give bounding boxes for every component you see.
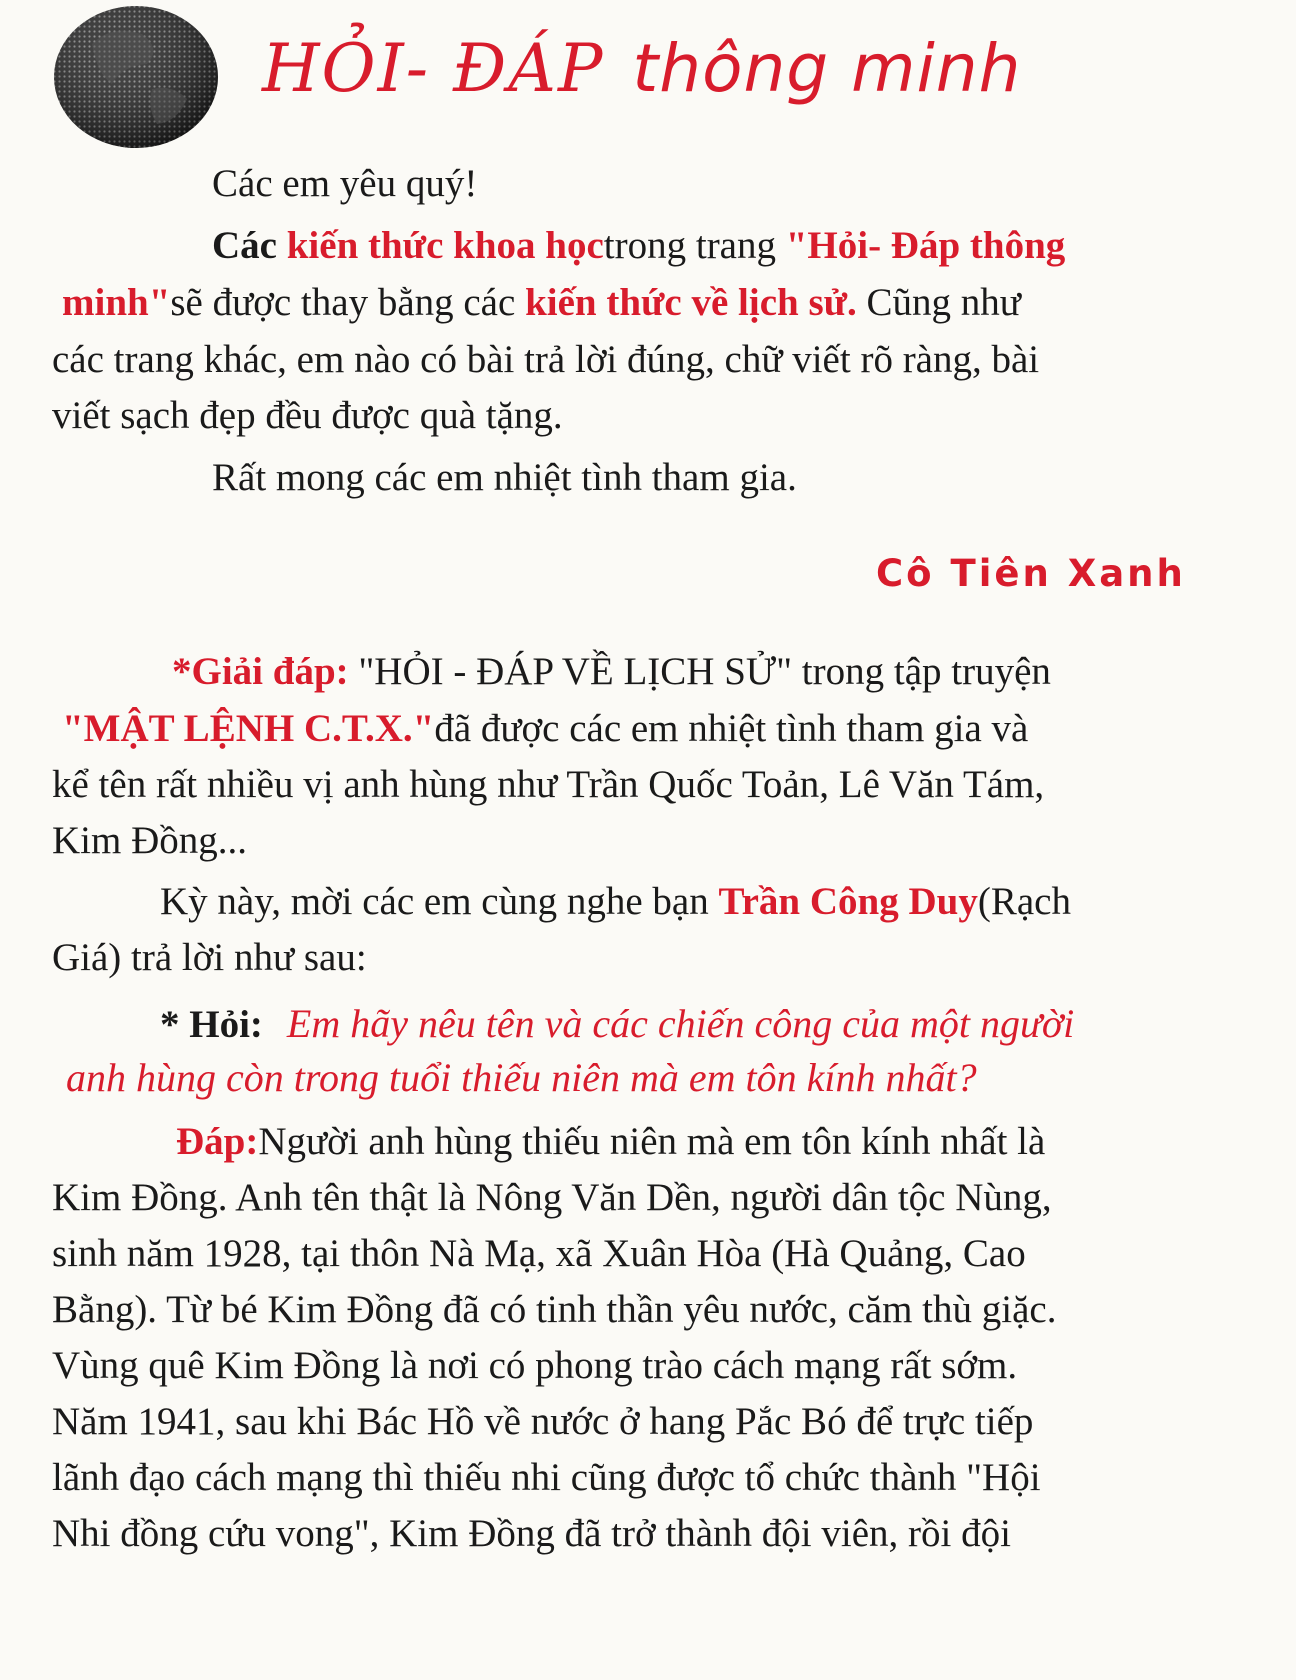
- masthead-sub: thông minh: [632, 30, 1022, 107]
- answer-l1: Người anh hùng thiếu niên mà em tôn kính nhất là: [258, 1120, 1046, 1163]
- signature: Cô Tiên Xanh: [876, 552, 1186, 595]
- answer-section-p2-line1: [160, 882, 1071, 921]
- intro-p1-h: Cũng như: [856, 281, 1021, 324]
- globe-icon: [52, 4, 220, 150]
- intro-greeting: Các em yêu quý!: [212, 162, 478, 205]
- answer-section-l1: "HỎI - ĐÁP VỀ LỊCH SỬ" trong tập truyện: [348, 650, 1051, 693]
- intro-p1-line1: [212, 226, 1065, 265]
- intro-p1-b: kiến thức khoa học: [286, 224, 604, 267]
- answer-section-line1: [172, 652, 1051, 691]
- intro-p1-line4: viết sạch đẹp đều được quà tặng.: [52, 394, 563, 437]
- p2-a: Kỳ này, mời các em cùng nghe bạn: [160, 880, 719, 923]
- answer-line4: Bằng). Từ bé Kim Đồng đã có tinh thần yêu nước, căm thù giặc.: [52, 1288, 1057, 1331]
- intro-p1-line3: các trang khác, em nào có bài trả lời đúng, chữ viết rõ ràng, bài: [52, 338, 1040, 381]
- answer-line2: Kim Đồng. Anh tên thật là Nông Văn Dền, người dân tộc Nùng,: [52, 1176, 1052, 1219]
- answer-line3: sinh năm 1928, tại thôn Nà Mạ, xã Xuân Hòa (Hà Quảng, Cao: [52, 1232, 1026, 1275]
- answer-section-label: *Giải đáp:: [172, 650, 349, 693]
- answer-line5: Vùng quê Kim Đồng là nơi có phong trào cách mạng rất sớm.: [52, 1344, 1018, 1387]
- student-name: Trần Công Duy: [718, 880, 978, 923]
- answer-section-line3: kể tên rất nhiều vị anh hùng như Trần Quốc Toản, Lê Văn Tám,: [52, 763, 1045, 806]
- intro-p1-f: sẽ được thay bằng các: [170, 281, 526, 324]
- intro-p1-line2: [62, 283, 1021, 322]
- answer-line8: Nhi đồng cứu vong", Kim Đồng đã trở thành đội viên, rồi đội: [52, 1512, 1011, 1555]
- answer-line1: [176, 1122, 1045, 1161]
- book-title: "MẬT LỆNH C.T.X.": [62, 707, 435, 750]
- intro-p1-e: minh": [62, 281, 171, 324]
- answer-section-line4: Kim Đồng...: [52, 819, 247, 862]
- answer-line6: Năm 1941, sau khi Bác Hồ về nước ở hang Pắc Bó để trực tiếp: [52, 1400, 1034, 1443]
- answer-section-l2: đã được các em nhiệt tình tham gia và: [434, 707, 1029, 750]
- answer-section-line2: [62, 709, 1028, 748]
- intro-p1-g: kiến thức về lịch sử.: [525, 281, 857, 324]
- intro-p1-c: trong trang: [603, 224, 786, 267]
- answer-line7: lãnh đạo cách mạng thì thiếu nhi cũng được tổ chức thành "Hội: [52, 1456, 1041, 1499]
- question-label: * Hỏi:: [160, 1003, 263, 1046]
- question-line2: anh hùng còn trong tuổi thiếu niên mà em tôn kính nhất?: [66, 1055, 977, 1100]
- answer-section-p2-line2: Giá) trả lời như sau:: [52, 936, 367, 979]
- masthead-main: HỎI- ĐÁP: [262, 30, 605, 107]
- answer-label: Đáp:: [176, 1120, 259, 1163]
- intro-p1-a: Các: [212, 224, 287, 267]
- question-text-1: Em hãy nêu tên và các chiến công của một người: [286, 1001, 1075, 1046]
- intro-p1-d: "Hỏi- Đáp thông: [785, 224, 1066, 267]
- masthead-title: [262, 30, 1022, 107]
- question-line1: [160, 1001, 1075, 1046]
- intro-p2: Rất mong các em nhiệt tình tham gia.: [212, 456, 797, 499]
- p2-b: (Rạch: [977, 880, 1071, 923]
